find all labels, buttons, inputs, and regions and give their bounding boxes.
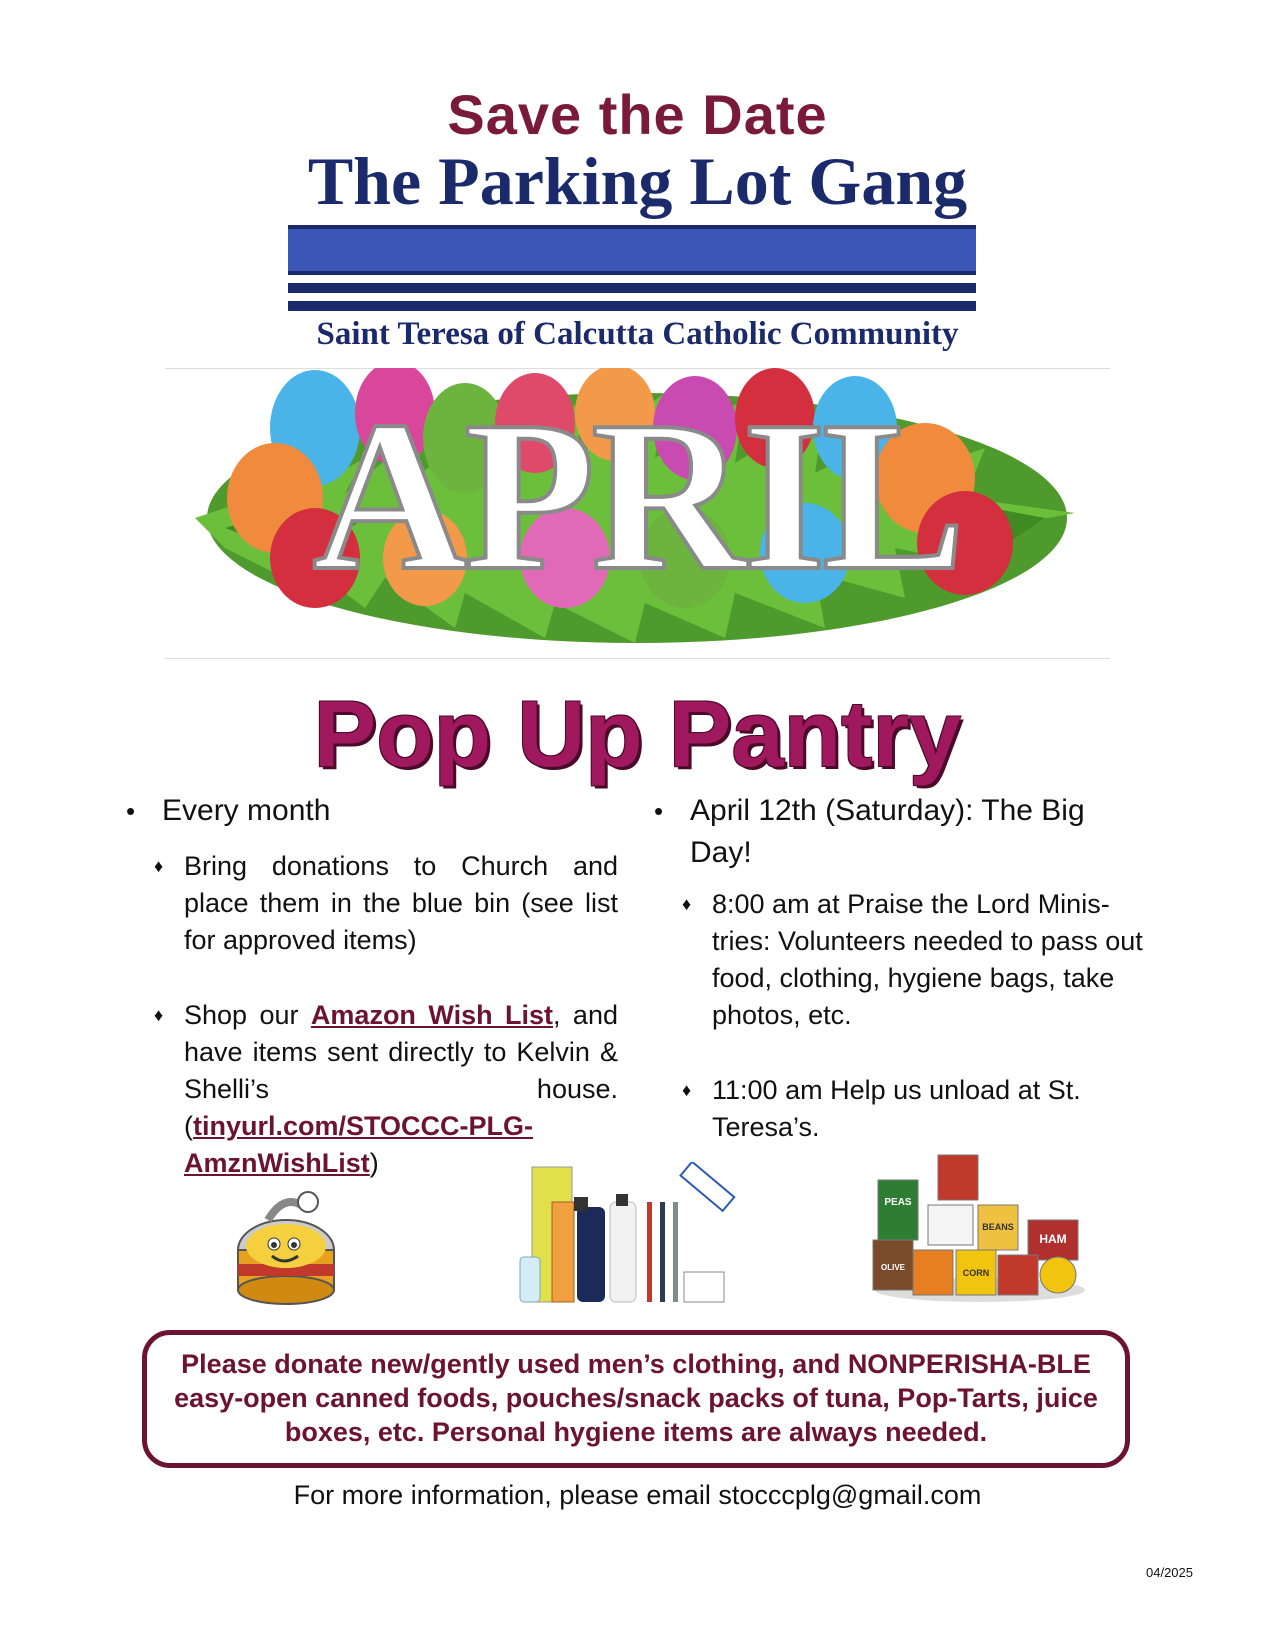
tinyurl-wishlist-link[interactable]: tinyurl.com/STOCCC-PLG-AmznWishList bbox=[184, 1111, 534, 1178]
date-code: 04/2025 bbox=[1146, 1565, 1193, 1580]
diamond-bullet-icon: ♦ bbox=[154, 1005, 164, 1025]
shop-suffix-text: , and have items sent directly to Kelvin & Shelli’s house. bbox=[184, 1000, 618, 1104]
diamond-bullet-icon: ♦ bbox=[682, 894, 692, 914]
volunteers-text: 8:00 am at Praise the Lord Minis-tries: Volunteers needed to pass out food, clothing, hygiene bags, take photos, etc. bbox=[712, 889, 1143, 1030]
list-item bbox=[122, 997, 618, 1182]
peas-label: PEAS bbox=[884, 1197, 912, 1208]
community-name: Saint Teresa of Calcutta Catholic Community bbox=[316, 316, 959, 352]
logo-stripe-1 bbox=[288, 283, 976, 293]
every-month-column bbox=[122, 790, 618, 1182]
org-name-heading: The Parking Lot Gang bbox=[307, 143, 968, 219]
unload-text: 11:00 am Help us unload at St. Teresa’s. bbox=[712, 1075, 1081, 1142]
ham-label: HAM bbox=[1039, 1232, 1067, 1246]
url-open-paren: ( bbox=[184, 1111, 193, 1141]
diamond-bullet-icon: ♦ bbox=[154, 856, 164, 876]
diamond-bullet-icon: ♦ bbox=[682, 1080, 692, 1100]
amazon-wish-list-link[interactable]: Amazon Wish List bbox=[310, 1000, 554, 1030]
every-month-heading: • Every month bbox=[122, 790, 618, 832]
canned-food-icon bbox=[868, 1150, 1093, 1305]
shop-prefix-text: Shop our bbox=[184, 1000, 311, 1030]
logo-bar bbox=[288, 225, 976, 275]
url-close-paren: ) bbox=[369, 1148, 379, 1178]
list-item bbox=[122, 848, 618, 959]
april-banner-word: APRIL bbox=[312, 376, 962, 615]
save-the-date-heading: Save the Date bbox=[447, 83, 828, 146]
corn-label: CORN bbox=[962, 1268, 990, 1278]
hygiene-items-icon bbox=[512, 1162, 742, 1312]
contact-info: For more information, please email stocccplg@gmail.com bbox=[293, 1480, 982, 1510]
big-day-column bbox=[650, 790, 1150, 1146]
olive-label: OLIVE bbox=[880, 1263, 906, 1272]
donation-notice-text: Please donate new/gently used men’s clothing, and NONPERISHA-BLE easy-open canned foods, pouches/snack packs of tuna, Pop-Tarts, juice boxes, etc. Personal hygiene items are always needed. bbox=[174, 1349, 1098, 1447]
donation-notice-box bbox=[142, 1330, 1130, 1468]
pop-up-pantry-title: Pop Up Pantry bbox=[313, 681, 962, 786]
beans-label: BEANS bbox=[982, 1222, 1014, 1232]
list-item bbox=[650, 886, 1150, 1034]
list-item bbox=[650, 1072, 1150, 1146]
bring-donations-text: Bring donations to Church and place them in the blue bin (see list for approved items) bbox=[184, 851, 618, 955]
banner-bottom-divider bbox=[165, 658, 1110, 659]
logo-stripe-2 bbox=[288, 301, 976, 311]
big-day-heading: • April 12th (Saturday): The Big Day! bbox=[650, 790, 1150, 874]
april-easter-banner bbox=[165, 368, 1110, 658]
happy-can-icon bbox=[228, 1180, 348, 1310]
